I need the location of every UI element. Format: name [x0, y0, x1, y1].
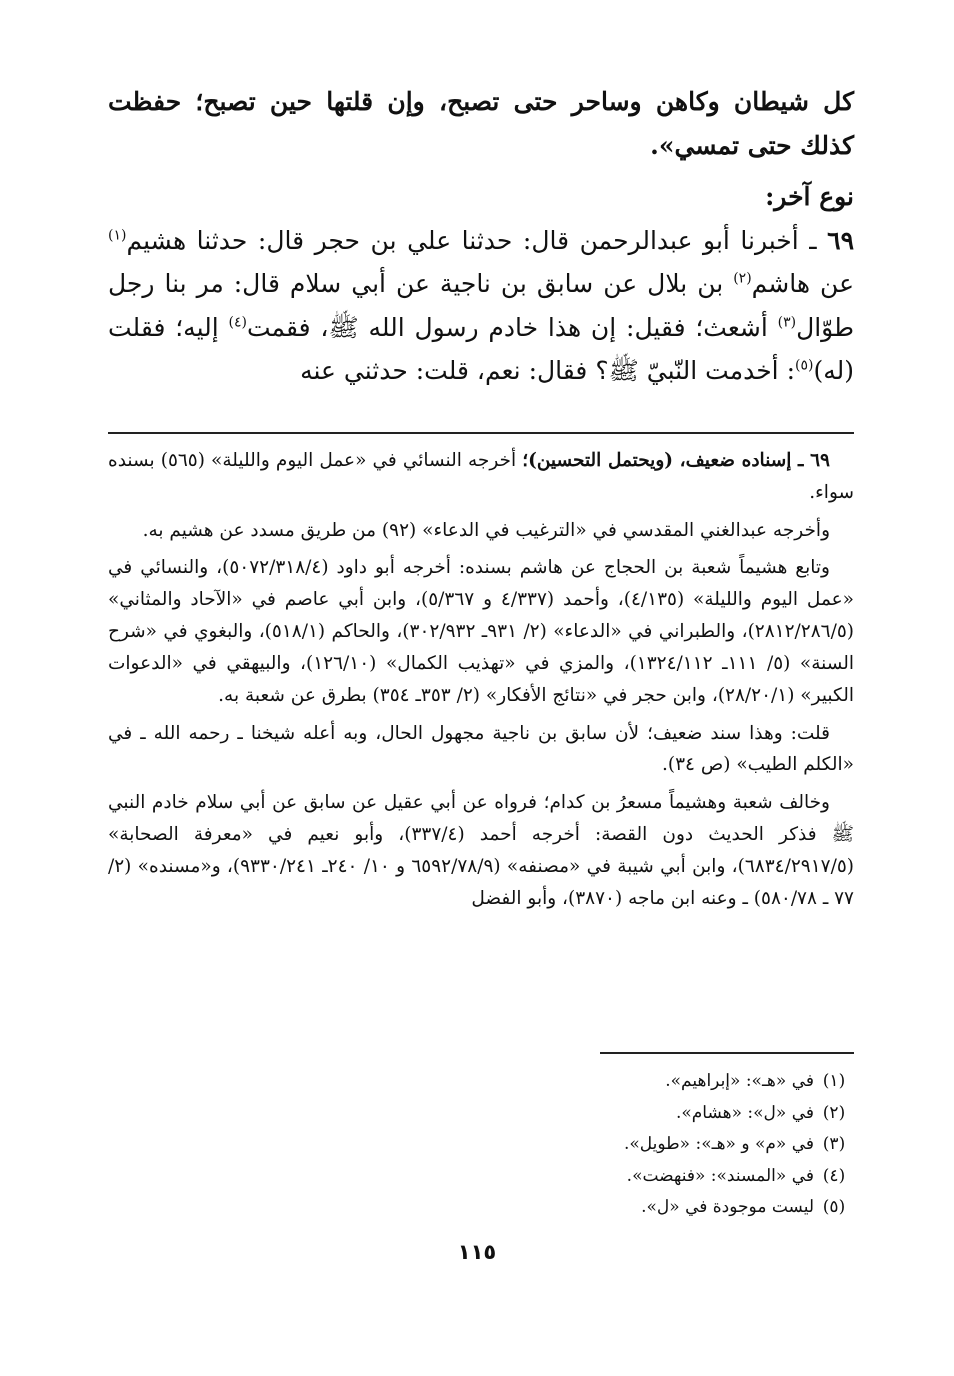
footnote-text: ليست موجودة في «ل».	[641, 1197, 814, 1218]
footnote-2	[500, 1098, 854, 1130]
footnote-ref-4: (٤)	[228, 314, 247, 331]
footnote-1	[500, 1066, 854, 1098]
commentary-paragraph-5: وخالف شعبة وهشيماً مسعرُ بن كدام؛ فرواه عن أبي عقيل عن سابق عن أبي سلام خادم النبي ﷺ فذكر الحديث دون القصة: أخرجه أحمد (٣٣٧/٤)، وأبو نعيم في «معرفة الصحابة» (٦٨٣٤/٢٩١٧/٥)، وابن أبي شيبة في «مصنفه» (٦٥٩٢/٧٨/٩ و ١٠/ ٢٤٠ـ ٩٣٣٠/٢٤١)، و«مسنده» (٢/ ٧٧ ـ ٥٨٠/٧٨) ـ وعنه ابن ماجه (٣٨٧٠)، وأبو الفضل	[108, 792, 854, 909]
footnote-text: في «المسند»: «فنهضت».	[626, 1165, 814, 1186]
intro-line: كل شيطان وكاهن وساحر حتى تصبح، وإن قلتها حين تصبح؛ حفظت كذلك حتى تمسي».	[108, 87, 854, 160]
footnotes-divider	[600, 1052, 854, 1054]
commentary-paragraph-4: قلت: وهذا سند ضعيف؛ لأن سابق بن ناجية مجهول الحال، وبه أعله شيخنا ـ رحمه الله ـ في «الكلم الطيب» (ص ٣٤).	[108, 722, 854, 776]
hadith-text-3: بن بلال عن سابق بن ناجية عن أبي سلام قال: مر بنا رجل طوّال	[108, 269, 854, 342]
commentary-number: ٦٩	[810, 450, 830, 471]
main-text	[108, 80, 854, 393]
footnote-text: في «ل»: «هشام».	[675, 1102, 814, 1123]
footnote-4	[500, 1161, 854, 1193]
footnotes-list	[500, 1066, 854, 1224]
footnote-ref-5: (٥)	[795, 357, 814, 374]
hadith-text-5: إليه؛ فقلت (له)	[108, 312, 854, 385]
commentary-text-1: أخرجه النسائي في «عمل اليوم والليلة» (٥٦٥) بسنده سواء.	[108, 450, 854, 503]
commentary-block	[108, 445, 854, 920]
commentary-divider	[108, 432, 854, 434]
hadith-number: ٦٩	[827, 225, 854, 255]
commentary-paragraph-1	[108, 445, 854, 509]
footnote-number: (١)	[822, 1071, 846, 1091]
hadith-text-6: : أخدمت النّبيّ ﷺ؟ فقال: نعم، قلت: حدثني عنه	[300, 356, 795, 385]
footnote-number: (٣)	[822, 1134, 846, 1155]
footnote-text: في «م» و «هـ»: «طويل».	[623, 1134, 814, 1155]
commentary-verdict: ـ إسناده ضعيف، (ويحتمل التحسين)؛	[522, 450, 811, 471]
footnote-ref-2: (٢)	[733, 270, 752, 287]
hadith-text-2: عن هاشم	[751, 269, 855, 298]
hadith-text-4: أشعث؛ فقيل: إن هذا خادم رسول الله ﷺ، فقمت	[246, 312, 778, 342]
footnote-text: في «هـ»: «إبراهيم».	[665, 1071, 814, 1091]
commentary-paragraph-3: وتابع هشيماً شعبة بن الحجاج عن هاشم بسنده: أخرجه أبو داود (٥٠٧٢/٣١٨/٤)، والنسائي في «عمل اليوم والليلة» (٤/١٣٥)، وأحمد (٤/٣٣٧ و ٥/٣٦٧)، وابن أبي عاصم في «الآحاد والمثاني» (٢٨١٢/٢٨٦/٥)، والطبراني في «الدعاء» (٢/ ٩٣١ـ ٣٠٢/٩٣٢)، والحاكم (٥١٨/١)، والبغوي في «شرح السنة» (٥/ ١١١ـ ١٣٢٤/١١٢)، والمزي في «تهذيب الكمال» (١٢٦/١٠)، والبيهقي في «الدعوات الكبير» (٢٨/٢٠/١)، وابن حجر في «نتائج الأفكار» (٢/ ٣٥٣ـ ٣٥٤) بطرق عن شعبة به.	[108, 557, 854, 706]
footnote-5	[500, 1192, 854, 1224]
page-number: ١١٥	[457, 1240, 497, 1264]
footnote-number: (٤)	[822, 1165, 846, 1186]
footnote-number: (٥)	[822, 1197, 846, 1218]
hadith-paragraph	[108, 219, 854, 393]
section-heading: نوع آخر:	[765, 182, 854, 211]
footnote-number: (٢)	[822, 1102, 846, 1123]
footnote-ref-1: (١)	[108, 227, 127, 244]
commentary-paragraph-2: وأخرجه عبدالغني المقدسي في «الترغيب في الدعاء» (٩٢) من طريق مسدد عن هشيم به.	[142, 519, 830, 541]
footnote-ref-3: (٣)	[777, 314, 797, 331]
footnote-3	[500, 1129, 854, 1161]
hadith-text-1: ـ أخبرنا أبو عبدالرحمن قال: حدثنا علي بن حجر قال: حدثنا هشيم	[126, 225, 828, 255]
